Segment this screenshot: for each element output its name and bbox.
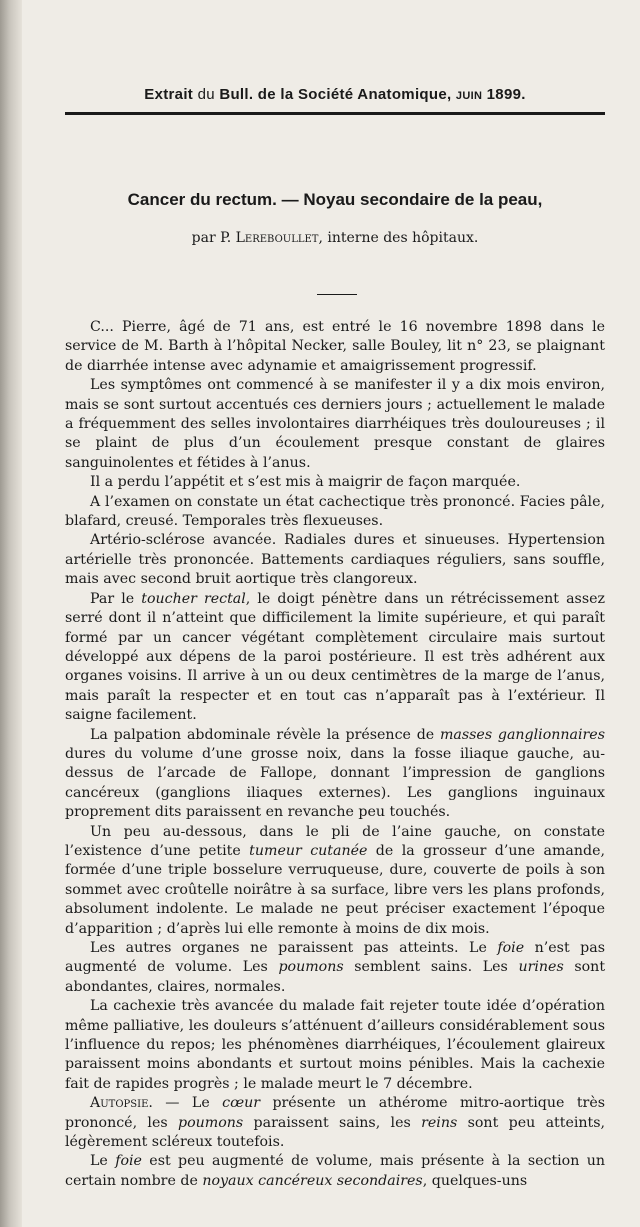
- header-month: juin: [455, 86, 483, 103]
- text-run: Le: [90, 1153, 116, 1170]
- article-title: Cancer du rectum. — Noyau secondaire de la peau,: [127, 190, 543, 209]
- text-run: de la grosseur d’une amande, formée d’une triple bosselure verruqueuse, dure, couverte de poils à son sommet avec croûtelle noirâtre à sa surface, libre vers les plans profonds, absolument indolente. Le malade ne peut préciser exactement l’époque d’apparition ; d’après lui elle remonte à moins de dix mois.: [65, 842, 605, 937]
- byline-role: interne des hôpitaux.: [327, 230, 479, 246]
- text-run: n’est pas augmenté de volume. Les: [65, 940, 605, 976]
- page-binding-shadow: [0, 0, 22, 1227]
- article-body: [65, 318, 605, 1191]
- text-run: présente un athérome mitro-aortique très prononcé, les: [65, 1095, 605, 1131]
- paragraph-7: [65, 726, 605, 823]
- header-rule: [65, 112, 605, 115]
- paragraph-5: Artério-sclérose avancée. Radiales dures et sinueuses. Hypertension artérielle très prononcée. Battements cardiaques réguliers, sans souffle, mais avec second bruit aortique très clangoreux.: [65, 532, 605, 588]
- text-run: semblent sains. Les: [343, 959, 519, 976]
- italic-run: toucher rectal: [141, 590, 246, 607]
- italic-run: foie: [497, 940, 525, 956]
- byline-par: par P.: [191, 230, 232, 246]
- italic-run: foie: [115, 1153, 142, 1170]
- text-run: Les autres organes ne paraissent pas atteints. Le: [90, 940, 498, 956]
- paragraph-10: La cachexie très avancée du malade fait rejeter toute idée d’opération même palliative, les douleurs s’atténuent d’ailleurs considérablement sous l’influence du repos; les phénomènes diarrhéiques, l’écoulement glaireux paraissent moins abondants et surtout moins pénibles. Mais la cachexie fait de rapides progrès ; le malade meurt le 7 décembre.: [65, 998, 605, 1092]
- paragraph-9: [65, 939, 605, 997]
- text-run: Un peu au-dessous, dans le pli de l’aine gauche, on constate l’existence d’une petite: [65, 823, 605, 859]
- paragraph-11: [65, 1094, 605, 1152]
- text-run: sont peu atteints, légèrement scléreux toutefois.: [65, 1114, 606, 1151]
- header-bulletin: Bull. de la Société Anatomique,: [219, 86, 452, 103]
- italic-run: reins: [421, 1114, 458, 1131]
- italic-run: poumons: [278, 959, 344, 976]
- byline-author: Lereboullet,: [235, 230, 323, 246]
- text-run: La palpation abdominale révèle la présence de: [90, 726, 440, 743]
- italic-run: masses ganglionnaires: [439, 726, 605, 743]
- header-year: 1899.: [486, 86, 526, 103]
- italic-run: urines: [518, 959, 564, 976]
- separator-rule: [317, 294, 357, 295]
- paragraph-6: [65, 590, 605, 726]
- italic-run: poumons: [178, 1114, 244, 1131]
- paragraph-2: Les symptômes ont commencé à se manifester il y a dix mois environ, mais se sont surtout accentués ces derniers jours ; actuellement le malade a fréquemment des selles involontaires diarrhéiques très douloureuses ; il se plaint de plus d’un écoulement presque constant de glaires sanguinolentes et fétides à l’anus.: [65, 377, 605, 471]
- running-header: [55, 86, 615, 103]
- text-run: Par le: [90, 590, 142, 607]
- paragraph-8: [65, 823, 605, 939]
- text-run: — Le: [152, 1095, 223, 1112]
- text-run: , le doigt pénètre dans un rétrécissement assez serré dont il n’atteint que difficilement la limite supérieure, et qui paraît formé par un cancer végétant complètement circulaire mais surtout développé aux dépens de la paroi postérieure. Il est très adhérent aux organes voisins. Il arrive à un ou deux centimètres de la marge de l’anus, mais paraît la respecter et en tout cas n’apparaît pas à l’extérieur. Il saigne facilement.: [65, 590, 605, 724]
- italic-run: noyaux cancéreux secondaires: [202, 1172, 423, 1189]
- header-du: du: [197, 86, 215, 103]
- italic-run: cœur: [222, 1095, 261, 1112]
- autopsy-lead: Autopsie.: [90, 1095, 153, 1112]
- text-run: dures du volume d’une grosse noix, dans la fosse iliaque gauche, au-dessus de l’arcade de Fallope, donnant l’impression de ganglions cancéreux (ganglions iliaques externes). Les ganglions inguinaux proprement dits paraissent en revanche peu touchés.: [65, 745, 605, 821]
- text-run: est peu augmenté de volume, mais présente à la section un certain nombre de: [65, 1153, 606, 1189]
- text-run: sont abondantes, claires, normales.: [65, 959, 606, 995]
- byline: [65, 230, 605, 246]
- paragraph-3: Il a perdu l’appétit et s’est mis à maigrir de façon marquée.: [90, 474, 521, 491]
- paragraph-4: A l’examen on constate un état cachectique très prononcé. Facies pâle, blafard, creusé. Temporales très flexueuses.: [65, 493, 605, 530]
- text-run: paraissent sains, les: [243, 1114, 422, 1131]
- header-extrait: Extrait: [144, 86, 194, 103]
- italic-run: tumeur cutanée: [249, 842, 368, 859]
- paragraph-1: C... Pierre, âgé de 71 ans, est entré le 16 novembre 1898 dans le service de M. Barth à l’hôpital Necker, salle Bouley, lit n° 23, se plaignant de diarrhée intense avec adynamie et amaigrissement progressif.: [65, 319, 605, 374]
- paragraph-12: [65, 1152, 605, 1191]
- text-run: , quelques-uns: [422, 1172, 528, 1189]
